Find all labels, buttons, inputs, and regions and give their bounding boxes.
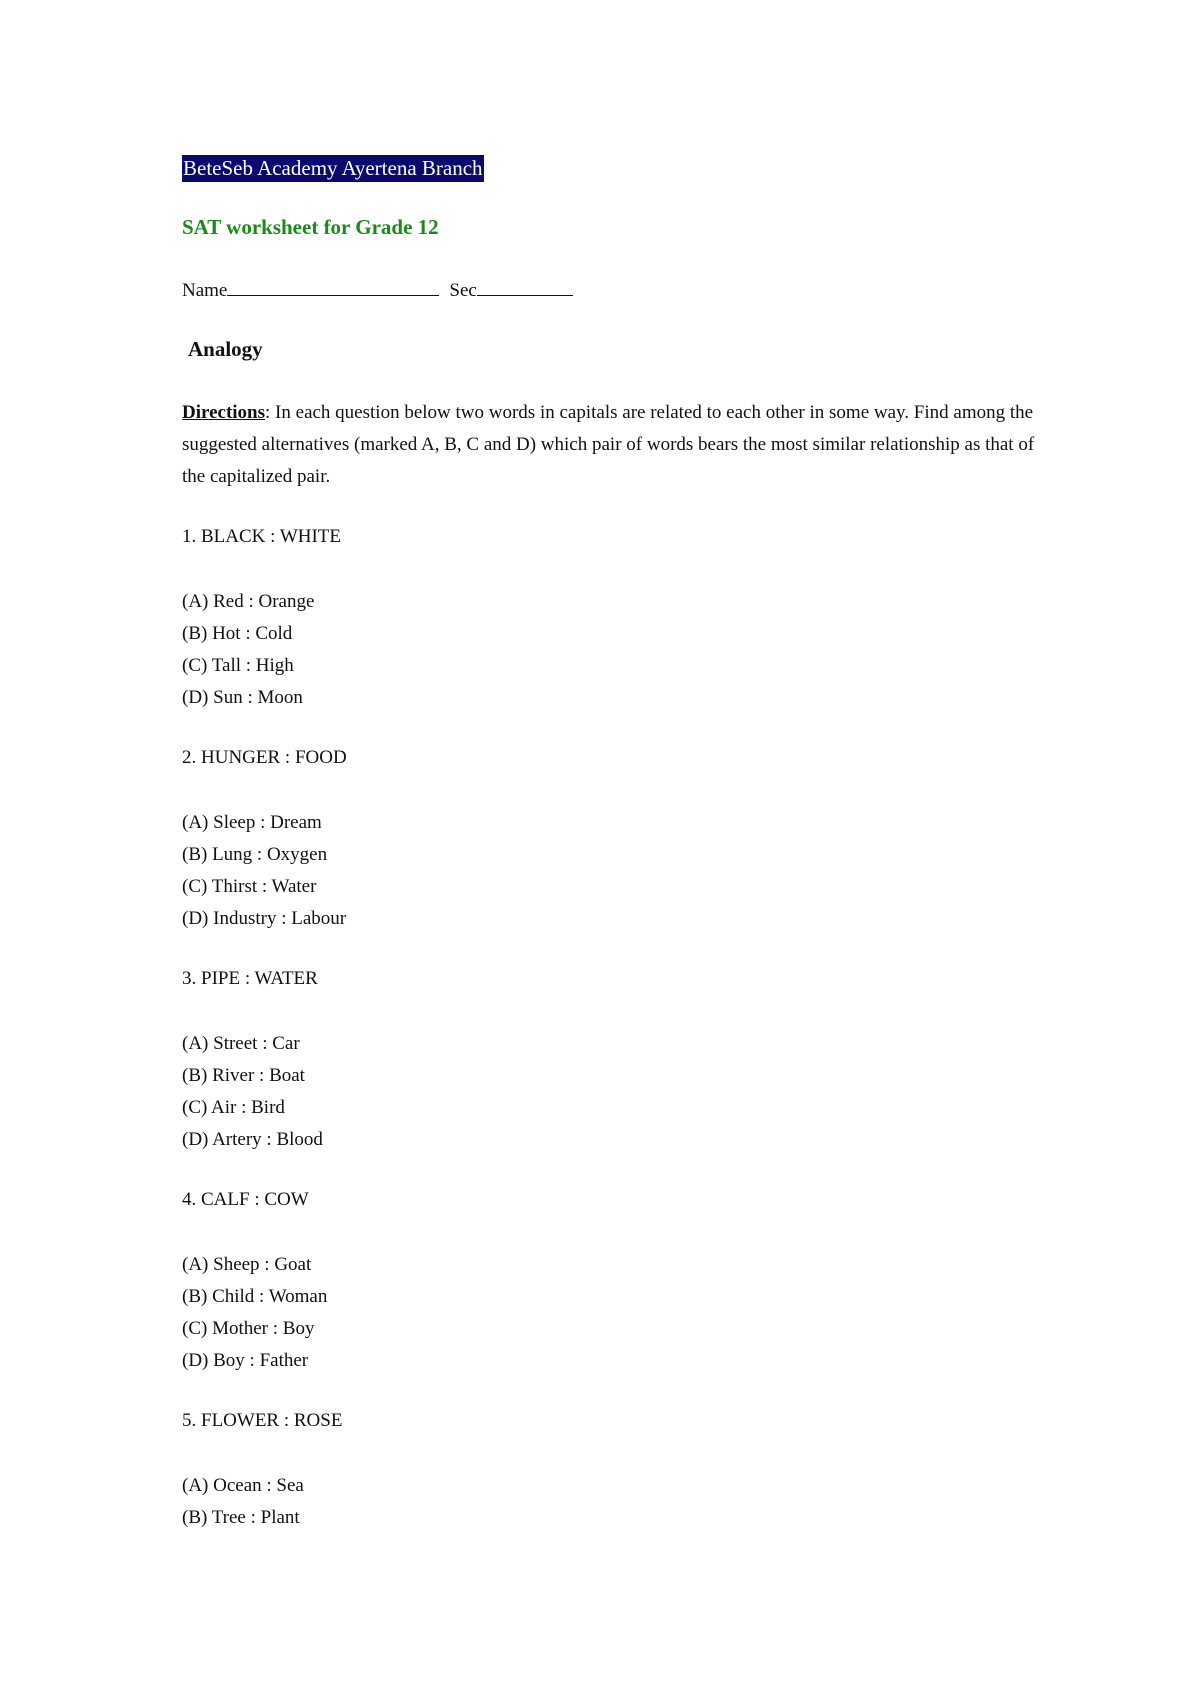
option: (C) Thirst : Water <box>182 876 317 897</box>
question-stem: 4. CALF : COW <box>182 1189 309 1210</box>
question-stem: 1. BLACK : WHITE <box>182 526 342 547</box>
option: (D) Sun : Moon <box>182 687 303 708</box>
option-list <box>182 1470 1062 1534</box>
sec-blank <box>477 275 573 296</box>
directions-text: : In each question below two words in capitals are related to each other in some way. Find among the suggested alternatives (marked A, B, C and D) which pair of words bears the most similar relationship as that of the capitalized pair. <box>182 402 1035 487</box>
question <box>182 1186 1062 1377</box>
section-title: Analogy <box>188 337 263 361</box>
option: (A) Red : Orange <box>182 591 315 612</box>
option: (C) Mother : Boy <box>182 1318 315 1339</box>
option: (A) Street : Car <box>182 1033 300 1054</box>
school-name: BeteSeb Academy Ayertena Branch <box>183 156 483 180</box>
sec-label: Sec <box>449 280 477 301</box>
option-list <box>182 807 1062 935</box>
question <box>182 1407 1062 1534</box>
option: (A) Sleep : Dream <box>182 812 322 833</box>
option-list <box>182 1249 1062 1377</box>
question <box>182 965 1062 1156</box>
option: (D) Artery : Blood <box>182 1129 323 1150</box>
option: (C) Air : Bird <box>182 1097 285 1118</box>
directions-label: Directions <box>182 402 266 423</box>
option: (B) Hot : Cold <box>182 623 293 644</box>
question <box>182 523 1062 714</box>
school-name-row <box>182 155 1062 182</box>
name-label: Name <box>182 280 228 301</box>
worksheet-page <box>182 155 1062 1534</box>
directions-paragraph <box>182 397 1062 493</box>
option: (B) Lung : Oxygen <box>182 844 328 865</box>
option: (D) Industry : Labour <box>182 908 347 929</box>
option: (B) Child : Woman <box>182 1286 328 1307</box>
option: (C) Tall : High <box>182 655 294 676</box>
question-stem: 5. FLOWER : ROSE <box>182 1410 343 1431</box>
worksheet-subtitle: SAT worksheet for Grade 12 <box>182 215 439 239</box>
question-stem: 3. PIPE : WATER <box>182 968 318 989</box>
option: (D) Boy : Father <box>182 1350 309 1371</box>
option-list <box>182 1028 1062 1156</box>
option: (B) River : Boat <box>182 1065 305 1086</box>
name-sec-line <box>182 275 1062 304</box>
option: (A) Ocean : Sea <box>182 1475 304 1496</box>
option-list <box>182 586 1062 714</box>
name-blank <box>227 275 439 296</box>
option: (A) Sheep : Goat <box>182 1254 312 1275</box>
question <box>182 744 1062 935</box>
option: (B) Tree : Plant <box>182 1507 300 1528</box>
question-stem: 2. HUNGER : FOOD <box>182 747 347 768</box>
